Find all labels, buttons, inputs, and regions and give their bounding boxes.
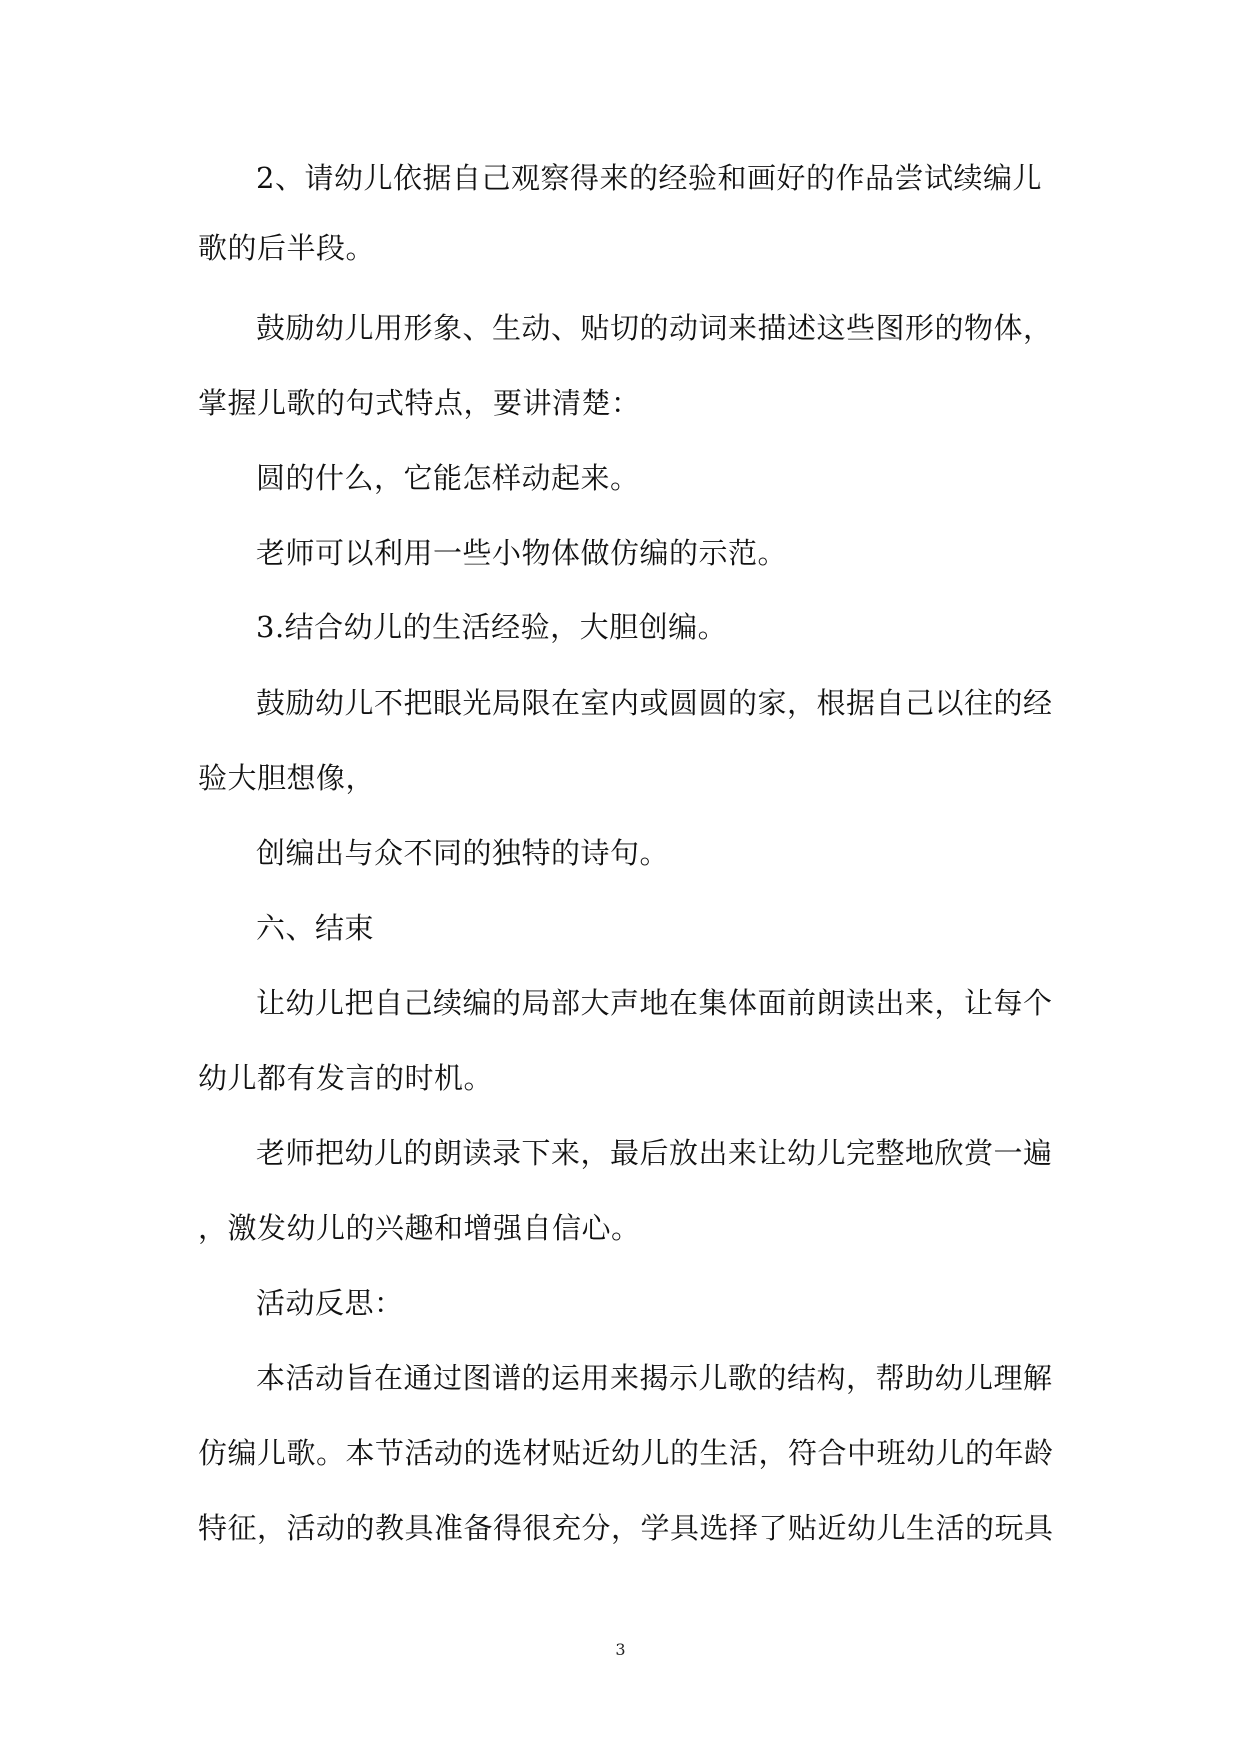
section-heading: 六、结束 — [256, 911, 375, 945]
text-line: 幼儿都有发言的时机。 — [198, 1061, 494, 1095]
text-line: 仿编儿歌。本节活动的选材贴近幼儿的生活，符合中班幼儿的年龄 — [198, 1436, 1054, 1470]
section-heading: 活动反思： — [256, 1286, 404, 1320]
text-line: 验大胆想像， — [198, 761, 376, 795]
text-line: 鼓励幼儿不把眼光局限在室内或圆圆的家，根据自己以往的经 — [256, 686, 1053, 720]
text-line: 创编出与众不同的独特的诗句。 — [256, 836, 670, 870]
text-line: 圆的什么，它能怎样动起来。 — [256, 461, 640, 495]
text-line: 鼓励幼儿用形象、生动、贴切的动词来描述这些图形的物体， — [256, 311, 1053, 345]
page-number: 3 — [615, 1640, 626, 1659]
text-line: 让幼儿把自己续编的局部大声地在集体面前朗读出来，让每个 — [256, 986, 1053, 1020]
text-line: ，激发幼儿的兴趣和增强自信心。 — [198, 1211, 641, 1245]
text-line: 2、请幼儿依据自己观察得来的经验和画好的作品尝试续编儿 — [256, 161, 1042, 195]
text-line: 本活动旨在通过图谱的运用来揭示儿歌的结构，帮助幼儿理解 — [256, 1361, 1053, 1395]
text-line: 老师把幼儿的朗读录下来，最后放出来让幼儿完整地欣赏一遍 — [256, 1136, 1053, 1170]
text-line: 3.结合幼儿的生活经验，大胆创编。 — [256, 610, 728, 644]
text-line: 掌握儿歌的句式特点，要讲清楚： — [198, 386, 641, 420]
text-line: 特征，活动的教具准备得很充分，学具选择了贴近幼儿生活的玩具 — [198, 1511, 1054, 1545]
text-line: 老师可以利用一些小物体做仿编的示范。 — [256, 536, 788, 570]
text-line: 歌的后半段。 — [198, 231, 376, 265]
